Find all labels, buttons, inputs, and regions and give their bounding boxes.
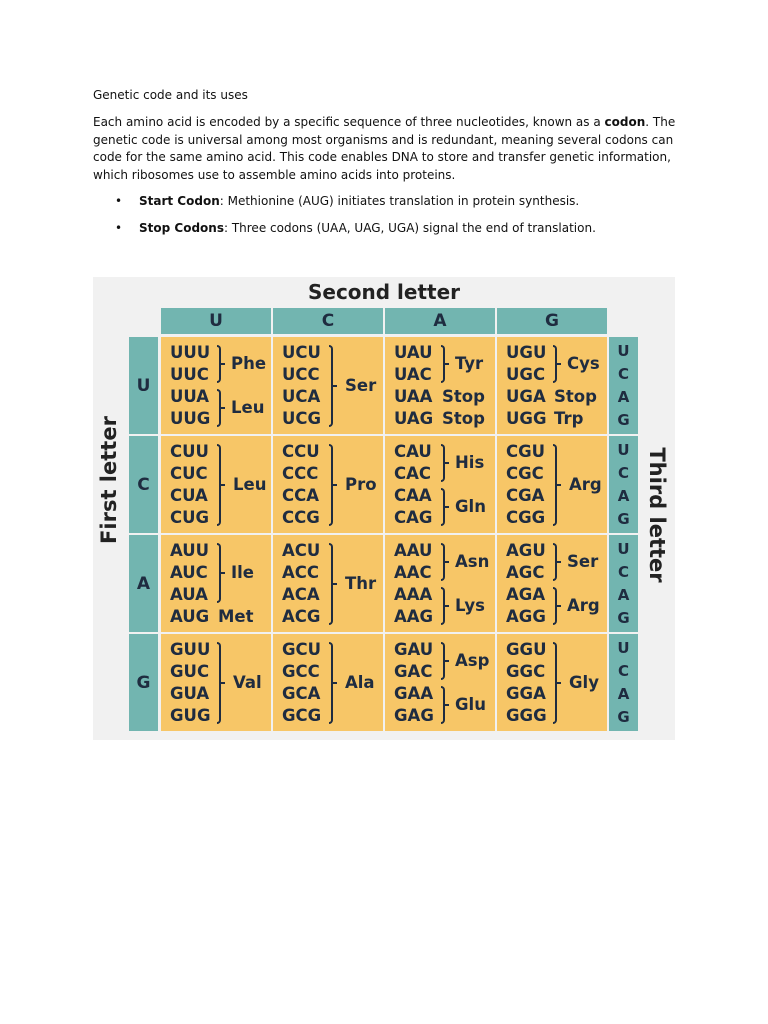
codon: CGU	[506, 442, 546, 461]
codon: AUA	[170, 585, 208, 604]
codon: UCC	[282, 365, 320, 384]
codon: UGG	[506, 409, 547, 428]
amino-acid-label: Arg	[567, 596, 600, 615]
third-letter-c: C	[617, 364, 629, 383]
bullet-label: Start Codon	[139, 193, 220, 208]
amino-acid-label: Met	[218, 607, 254, 626]
codon: ACG	[282, 607, 321, 626]
codon-list	[506, 441, 556, 529]
third-letter-column-g	[609, 634, 638, 731]
codon: GUG	[170, 706, 211, 725]
amino-acid-label: Ser	[345, 376, 377, 395]
codon: CAC	[394, 464, 431, 483]
codon-list	[394, 342, 444, 430]
first-letter-header-g: G	[129, 634, 158, 731]
brace	[441, 345, 445, 383]
codon: CGC	[506, 464, 544, 483]
codon-cell-aa	[385, 535, 495, 632]
codon: UUA	[170, 387, 210, 406]
codon: CUC	[170, 464, 208, 483]
amino-acid-label: Lys	[455, 596, 485, 615]
codon: UCU	[282, 343, 321, 362]
codon: CUG	[170, 508, 210, 527]
brace	[217, 543, 221, 603]
third-letter-c: C	[617, 463, 629, 482]
codon: UGC	[506, 365, 546, 384]
codon: ACA	[282, 585, 320, 604]
third-letter-column-u	[609, 337, 638, 434]
paragraph-text-after: . The genetic code is universal among most organisms and is redundant, meaning several codons can code for the same amino acid. This code enables DNA to store and transfer genetic information, which ribosomes use to assemble amino acids into proteins.	[93, 115, 676, 183]
codon: UUG	[170, 409, 211, 428]
amino-acid-label: Trp	[554, 409, 584, 428]
codon: GUA	[170, 684, 210, 703]
codon-list	[282, 342, 332, 430]
codon-cell-ug	[497, 337, 607, 434]
codon: GUU	[170, 640, 211, 659]
codon: UGU	[506, 343, 547, 362]
brace	[217, 389, 221, 427]
codon-cell-ga	[385, 634, 495, 731]
codon: AGC	[506, 563, 545, 582]
document-title: Genetic code and its uses	[93, 88, 248, 102]
codon-list	[394, 441, 444, 529]
third-letter-u: U	[617, 341, 630, 360]
codon-list	[394, 639, 444, 727]
amino-acid-label: Tyr	[455, 354, 484, 373]
codon: AGU	[506, 541, 546, 560]
third-letter-u: U	[617, 638, 630, 657]
bullet-text: : Three codons (UAA, UAG, UGA) signal the end of translation.	[223, 220, 596, 235]
brace	[553, 444, 557, 526]
amino-acid-label: Val	[233, 673, 262, 692]
third-letter-label: Third letter	[645, 447, 669, 583]
codon-list	[170, 540, 220, 628]
codon-cell-ag	[497, 535, 607, 632]
brace	[553, 642, 557, 724]
codon-cell-gg	[497, 634, 607, 731]
codon-list	[170, 342, 220, 430]
brace	[441, 543, 445, 581]
bullet-item-stop-codons	[93, 220, 678, 237]
codon-cell-gc	[273, 634, 383, 731]
codon-list	[282, 540, 332, 628]
codon: CCA	[282, 486, 319, 505]
first-letter-header-a: A	[129, 535, 158, 632]
brace	[329, 642, 333, 724]
codon: CCG	[282, 508, 320, 527]
brace	[441, 642, 445, 680]
codon: CGA	[506, 486, 545, 505]
second-letter-header-c: C	[273, 308, 383, 334]
codon: GCC	[282, 662, 320, 681]
codon: GCG	[282, 706, 322, 725]
codon: UCA	[282, 387, 321, 406]
codon: UAG	[394, 409, 434, 428]
codon-list	[506, 639, 556, 727]
third-letter-g: G	[617, 510, 630, 529]
codon-list	[394, 540, 444, 628]
third-letter-a: A	[617, 388, 630, 407]
codon-cell-cu	[161, 436, 271, 533]
codon-cell-ca	[385, 436, 495, 533]
brace	[441, 587, 445, 625]
codon-list	[282, 441, 332, 529]
codon-cell-uc	[273, 337, 383, 434]
brace	[553, 543, 557, 581]
genetic-code-table-figure	[93, 277, 675, 740]
brace	[329, 345, 333, 427]
amino-acid-label: Ala	[345, 673, 375, 692]
codon: GGU	[506, 640, 547, 659]
second-letter-header-a: A	[385, 308, 495, 334]
codon: CUA	[170, 486, 208, 505]
third-letter-a: A	[617, 685, 630, 704]
brace	[441, 686, 445, 724]
codon: UGA	[506, 387, 546, 406]
amino-acid-label: Leu	[231, 398, 265, 417]
codon: AGA	[506, 585, 546, 604]
codon: AAG	[394, 607, 434, 626]
codon-cell-gu	[161, 634, 271, 731]
brace	[553, 587, 557, 625]
codon: GCA	[282, 684, 321, 703]
codon: GAC	[394, 662, 433, 681]
codon-cell-uu	[161, 337, 271, 434]
brace	[441, 488, 445, 526]
codon: CAA	[394, 486, 432, 505]
bullet-dot: •	[115, 193, 123, 208]
amino-acid-label: Cys	[567, 354, 600, 373]
third-letter-g: G	[617, 609, 630, 628]
third-letter-u: U	[617, 440, 630, 459]
amino-acid-label: Asp	[455, 651, 490, 670]
codon-cell-ua	[385, 337, 495, 434]
third-letter-g: G	[617, 411, 630, 430]
amino-acid-label: Stop	[554, 387, 597, 406]
codon: CGG	[506, 508, 546, 527]
codon-cell-ac	[273, 535, 383, 632]
codon: GGG	[506, 706, 547, 725]
amino-acid-label: Thr	[345, 574, 377, 593]
document-body	[93, 86, 678, 247]
brace	[329, 543, 333, 625]
paragraph-bold-term: codon	[604, 115, 646, 129]
amino-acid-label: Gly	[569, 673, 599, 692]
bullet-text: : Methionine (AUG) initiates translation in protein synthesis.	[219, 193, 580, 208]
second-letter-header-g: G	[497, 308, 607, 334]
third-letter-a: A	[617, 586, 630, 605]
amino-acid-label: Ser	[567, 552, 599, 571]
amino-acid-label: Arg	[569, 475, 602, 494]
third-letter-g: G	[617, 708, 630, 727]
codon: CCU	[282, 442, 320, 461]
brace	[441, 444, 445, 482]
third-letter-c: C	[617, 562, 629, 581]
first-letter-header-u: U	[129, 337, 158, 434]
amino-acid-label: Asn	[455, 552, 490, 571]
codon: UUC	[170, 365, 209, 384]
codon-list	[170, 441, 220, 529]
amino-acid-label: Stop	[442, 387, 485, 406]
amino-acid-label: Glu	[455, 695, 486, 714]
codon: CAG	[394, 508, 433, 527]
first-letter-header-c: C	[129, 436, 158, 533]
codon-list	[506, 540, 556, 628]
codon: AGG	[506, 607, 546, 626]
brace	[217, 345, 221, 383]
paragraph-text-before: Each amino acid is encoded by a specific sequence of three nucleotides, known as a	[93, 115, 605, 129]
codon: GAG	[394, 706, 434, 725]
codon: ACC	[282, 563, 319, 582]
codon: CAU	[394, 442, 432, 461]
codon: AUU	[170, 541, 210, 560]
intro-paragraph	[93, 114, 678, 185]
third-letter-a: A	[617, 487, 630, 506]
codon-cell-au	[161, 535, 271, 632]
codon: UCG	[282, 409, 322, 428]
codon: CCC	[282, 464, 319, 483]
codon: GAA	[394, 684, 434, 703]
codon: GAU	[394, 640, 434, 659]
codon: UUU	[170, 343, 211, 362]
codon: ACU	[282, 541, 321, 560]
codon-list	[170, 639, 220, 727]
third-letter-c: C	[617, 661, 629, 680]
codon: UAA	[394, 387, 433, 406]
codon-list	[506, 342, 556, 430]
codon: GGA	[506, 684, 546, 703]
brace	[217, 642, 221, 724]
codon: AAU	[394, 541, 433, 560]
amino-acid-label: Pro	[345, 475, 377, 494]
third-letter-u: U	[617, 539, 630, 558]
codon: AUC	[170, 563, 208, 582]
amino-acid-label: Gln	[455, 497, 486, 516]
codon: AAA	[394, 585, 433, 604]
amino-acid-label: Stop	[442, 409, 485, 428]
codon-cell-cg	[497, 436, 607, 533]
codon: GCU	[282, 640, 322, 659]
second-letter-header-u: U	[161, 308, 271, 334]
second-letter-heading: Second letter	[307, 280, 461, 304]
amino-acid-label: Phe	[231, 354, 267, 373]
codon: GGC	[506, 662, 546, 681]
codon: UAU	[394, 343, 433, 362]
bullet-dot: •	[115, 220, 123, 235]
third-letter-column-c	[609, 436, 638, 533]
brace	[553, 345, 557, 383]
amino-acid-label: Ile	[231, 563, 254, 582]
codon: AUG	[170, 607, 210, 626]
bullet-list	[93, 193, 678, 237]
codon: AAC	[394, 563, 432, 582]
brace	[217, 444, 221, 526]
amino-acid-label: Leu	[233, 475, 267, 494]
codon: UAC	[394, 365, 432, 384]
amino-acid-label: His	[455, 453, 485, 472]
third-letter-column-a	[609, 535, 638, 632]
codon: CUU	[170, 442, 209, 461]
bullet-item-start-codon	[93, 193, 678, 210]
codon-list	[282, 639, 332, 727]
first-letter-label: First letter	[97, 416, 121, 544]
codon: GUC	[170, 662, 210, 681]
bullet-label: Stop Codons	[139, 220, 224, 235]
codon-cell-cc	[273, 436, 383, 533]
brace	[329, 444, 333, 526]
